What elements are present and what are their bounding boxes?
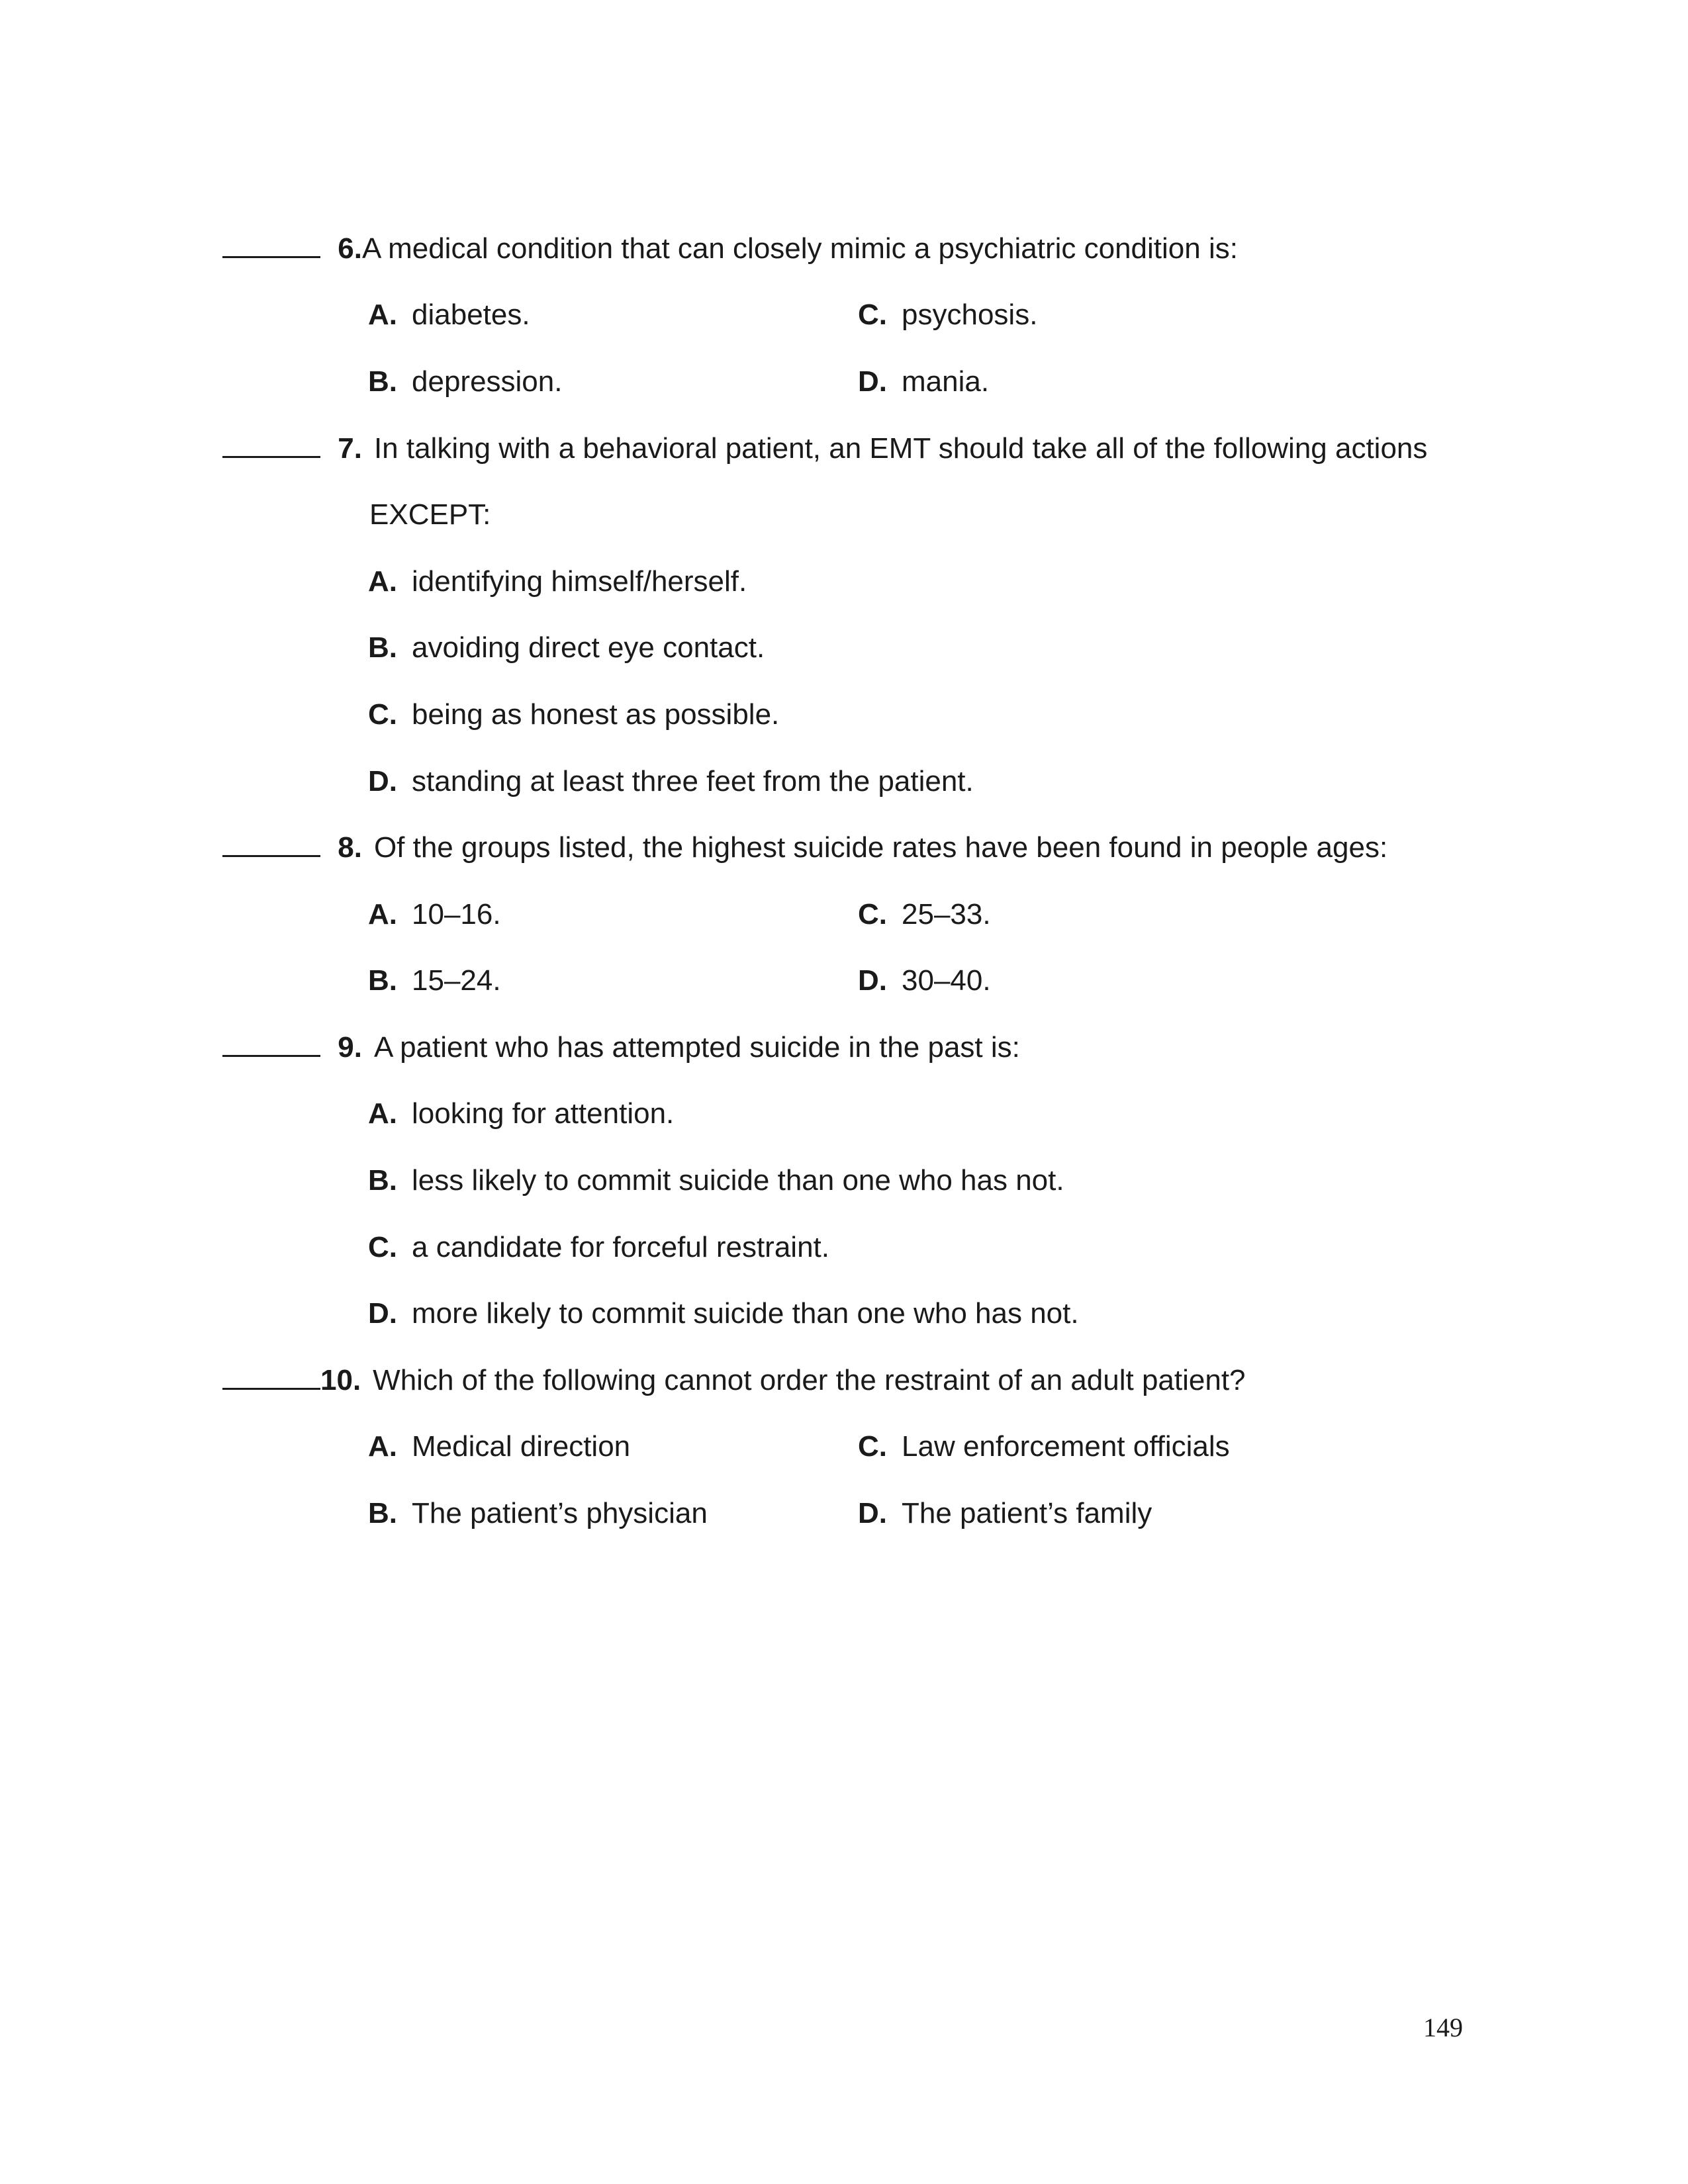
choice-8c[interactable]: C. 25–33.	[858, 898, 991, 931]
question-number: 6.	[338, 232, 362, 265]
answer-blank[interactable]	[222, 1365, 320, 1390]
choice-9b[interactable]: B. less likely to commit suicide than one who has not.	[368, 1164, 1064, 1197]
question-7	[222, 432, 1427, 466]
choice-8a[interactable]: A. 10–16.	[368, 898, 501, 931]
answer-blank[interactable]	[222, 1032, 320, 1057]
question-number: 10.	[320, 1364, 361, 1396]
choice-8d[interactable]: D. 30–40.	[858, 964, 991, 997]
choice-9d[interactable]: D. more likely to commit suicide than one who has not.	[368, 1297, 1079, 1330]
choice-10c[interactable]: C. Law enforcement officials	[858, 1430, 1230, 1463]
question-10	[222, 1363, 1246, 1398]
answer-blank[interactable]	[222, 433, 320, 458]
question-stem: A patient who has attempted suicide in the past is:	[373, 1031, 1020, 1064]
choice-6d[interactable]: D. mania.	[858, 365, 990, 398]
choice-6c[interactable]: C. psychosis.	[858, 298, 1038, 331]
choice-7a[interactable]: A. identifying himself/herself.	[368, 565, 747, 598]
question-stem-continued: EXCEPT:	[369, 498, 491, 531]
choice-9a[interactable]: A. looking for attention.	[368, 1097, 675, 1130]
question-stem: Which of the following cannot order the restraint of an adult patient?	[373, 1364, 1246, 1396]
question-number: 8.	[338, 831, 362, 864]
question-9	[222, 1030, 1020, 1065]
choice-7b[interactable]: B. avoiding direct eye contact.	[368, 631, 765, 664]
question-number: 7.	[338, 432, 362, 465]
choice-7d[interactable]: D. standing at least three feet from the patient.	[368, 765, 974, 797]
choice-10a[interactable]: A. Medical direction	[368, 1430, 631, 1463]
question-stem: A medical condition that can closely mimic a psychiatric condition is:	[361, 232, 1238, 265]
choice-6a[interactable]: A. diabetes.	[368, 298, 530, 331]
answer-blank[interactable]	[222, 234, 320, 258]
page-number: 149	[1423, 2013, 1463, 2042]
choice-10b[interactable]: B. The patient’s physician	[368, 1497, 708, 1529]
choice-7c[interactable]: C. being as honest as possible.	[368, 698, 780, 731]
question-stem: In talking with a behavioral patient, an EMT should take all of the following actions	[373, 432, 1428, 465]
question-6	[222, 232, 1238, 266]
choice-10d[interactable]: D. The patient’s family	[858, 1497, 1152, 1529]
answer-blank[interactable]	[222, 833, 320, 857]
choice-6b[interactable]: B. depression.	[368, 365, 563, 398]
question-number: 9.	[338, 1031, 362, 1064]
choice-9c[interactable]: C. a candidate for forceful restraint.	[368, 1231, 829, 1263]
choice-8b[interactable]: B. 15–24.	[368, 964, 501, 997]
question-8	[222, 831, 1387, 865]
question-stem: Of the groups listed, the highest suicide rates have been found in people ages:	[373, 831, 1388, 864]
